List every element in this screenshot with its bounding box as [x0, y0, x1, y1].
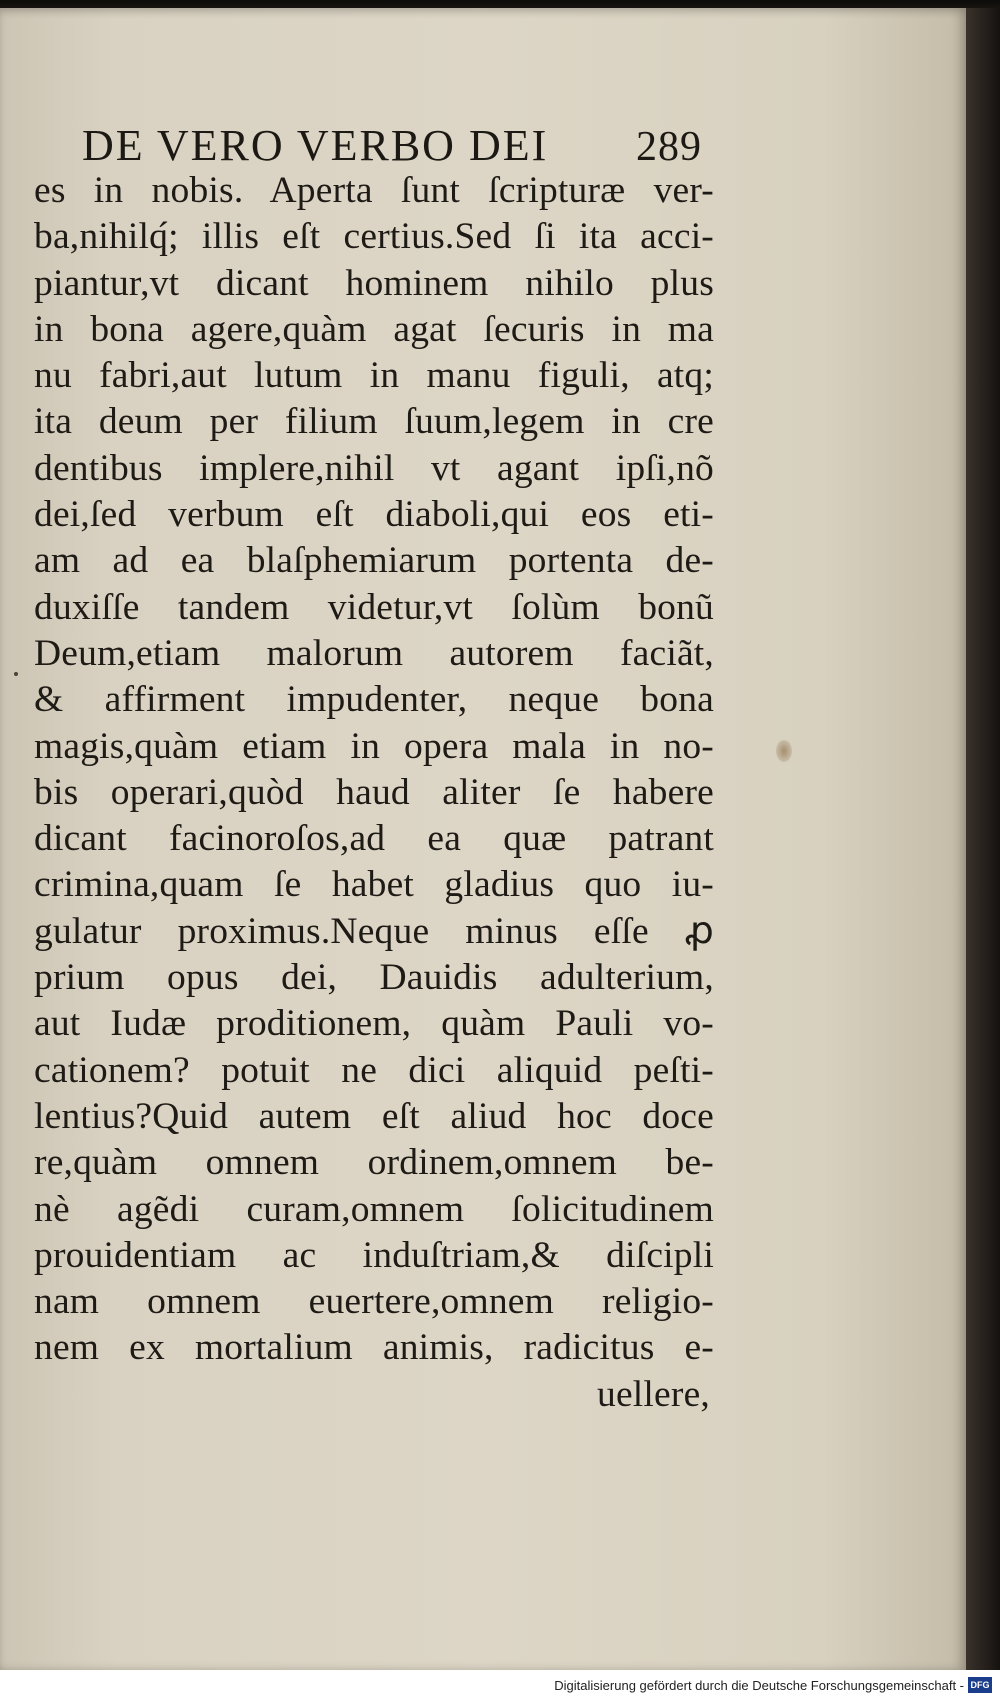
dfg-logo-icon: DFG	[968, 1677, 992, 1693]
text-line: nam omnem euertere,omnem religio-	[34, 1281, 714, 1323]
funding-credit: Digitalisierung gefördert durch die Deutsche Forschungsgemeinschaft -	[554, 1678, 964, 1693]
text-line: cationem? potuit ne dici aliquid peſti-	[34, 1049, 714, 1091]
text-line: magis,quàm etiam in opera mala in no-	[34, 725, 714, 767]
text-line: es in nobis. Aperta ſunt ſcripturæ ver-	[34, 170, 714, 211]
text-line: piantur,vt dicant hominem nihilo plus	[34, 262, 714, 304]
book-fore-edge	[966, 8, 1000, 1670]
text-line: ba,nihilq́; illis eſt certius.Sed ſi ita acci-	[34, 216, 714, 258]
text-line: bis operari,quòd haud aliter ſe habere	[34, 771, 714, 813]
text-line: Deum,etiam malorum autorem faciãt,	[34, 632, 714, 674]
text-line: lentius?Quid autem eſt aliud hoc doce	[34, 1095, 714, 1137]
text-line: in bona agere,quàm agat ſecuris in ma	[34, 308, 714, 350]
text-line: aut Iudæ proditionem, quàm Pauli vo-	[34, 1003, 714, 1045]
text-line: prouidentiam ac induſtriam,& diſcipli	[34, 1234, 714, 1276]
text-line: am ad ea blaſphemiarum portenta de-	[34, 540, 714, 582]
text-line: crimina,quam ſe habet gladius quo iu-	[34, 864, 714, 906]
running-head-title: DE VERO VERBO DEI	[82, 121, 549, 170]
text-line: dentibus implere,nihil vt agant ipſi,nõ	[34, 447, 714, 489]
text-line: prium opus dei, Dauidis adulterium,	[34, 957, 714, 999]
digitization-footer	[0, 1670, 1000, 1704]
text-line: re,quàm omnem ordinem,omnem be-	[34, 1142, 714, 1184]
text-line: nè agẽdi curam,omnem ſolicitudinem	[34, 1188, 714, 1230]
text-line: ita deum per filium ſuum,legem in cre	[34, 401, 714, 443]
text-line: nem ex mortalium animis, radicitus e-	[34, 1327, 714, 1369]
text-line: duxiſſe tandem videtur,vt ſolùm bonũ	[34, 586, 714, 628]
book-page	[0, 8, 966, 1670]
body-text	[34, 168, 714, 1418]
ink-speck	[14, 672, 18, 676]
text-line: dicant facinoroſos,ad ea quæ patrant	[34, 818, 714, 860]
text-line: dei,ſed verbum eſt diaboli,qui eos eti-	[34, 494, 714, 536]
running-head	[82, 120, 702, 171]
text-line: nu fabri,aut lutum in manu figuli, atq;	[34, 355, 714, 397]
paper-stain	[776, 740, 792, 762]
page-number: 289	[636, 124, 702, 170]
text-line-catchword: uellere,	[597, 1373, 710, 1415]
text-line: & affirment impudenter, neque bona	[34, 679, 714, 721]
text-line: gulatur proximus.Neque minus eſſe ꝓ	[34, 910, 714, 952]
